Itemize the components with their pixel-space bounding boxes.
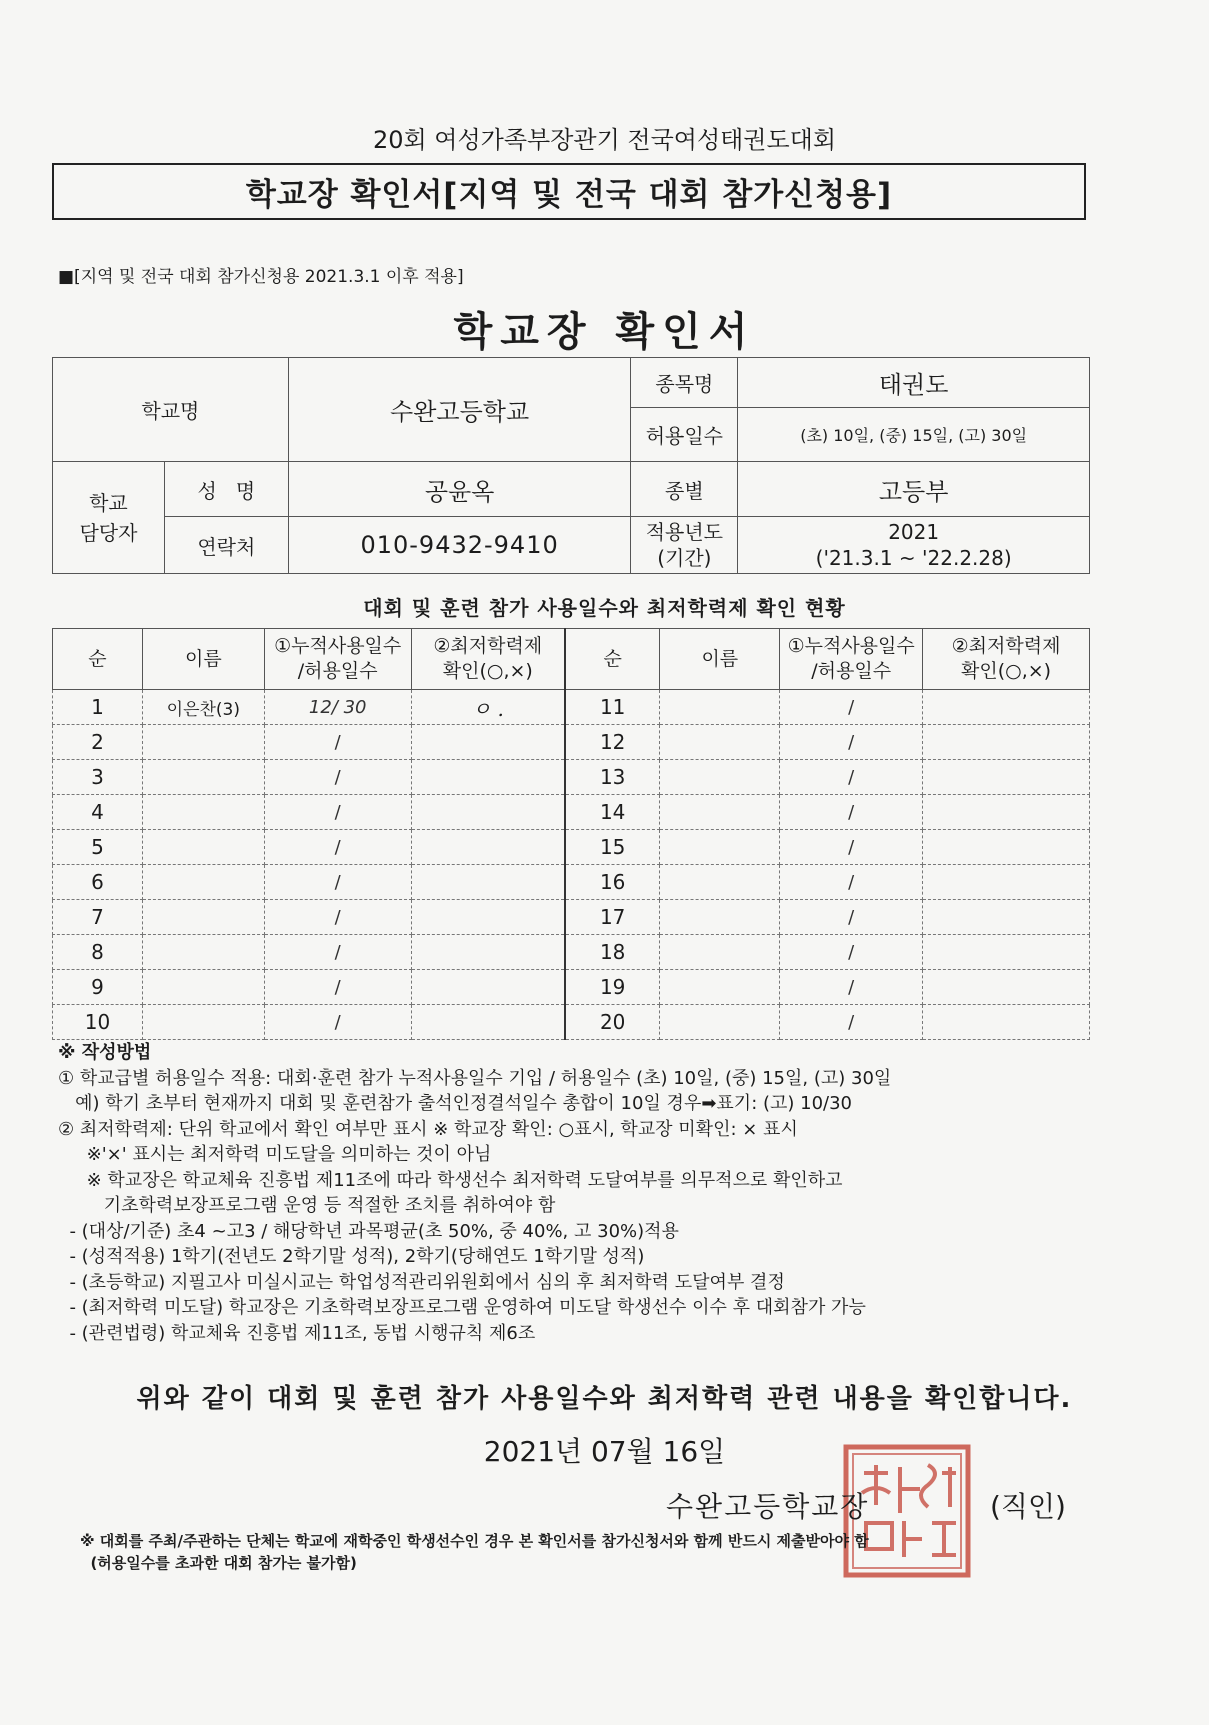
header-academic: ②최저학력제 확인(○,×) — [411, 629, 565, 690]
footer-notice — [80, 1530, 1140, 1574]
writing-method — [58, 1040, 1138, 1346]
confirmation-statement: 위와 같이 대회 및 훈련 참가 사용일수와 최저학력 관련 내용을 확인합니다. — [136, 1384, 1073, 1414]
usage-days: / — [780, 970, 923, 1005]
table-row — [53, 970, 1090, 1005]
footer-line: (허용일수를 초과한 대회 참가는 불가함) — [80, 1554, 357, 1572]
academic-check: ㅇ . — [411, 690, 565, 725]
academic-check — [411, 1005, 565, 1040]
table-row — [53, 900, 1090, 935]
student-name — [660, 900, 780, 935]
student-name — [142, 795, 264, 830]
row-number: 5 — [53, 830, 143, 865]
principal-name: 수완고등학교장 — [666, 1490, 870, 1523]
method-line: ② 최저학력제: 단위 학교에서 확인 여부만 표시 ※ 학교장 확인: ○표시, 학교장 미확인: × 표시 — [58, 1118, 798, 1140]
usage-days: / — [264, 725, 411, 760]
academic-check — [923, 690, 1090, 725]
table-row — [53, 830, 1090, 865]
header-name: 이름 — [142, 629, 264, 690]
category-value: 고등부 — [738, 462, 1090, 517]
table-row — [53, 865, 1090, 900]
table-row — [53, 690, 1090, 725]
row-number: 8 — [53, 935, 143, 970]
academic-check — [411, 830, 565, 865]
event-title: 20회 여성가족부장관기 전국여성태권도대회 — [372, 126, 837, 154]
row-number: 4 — [53, 795, 143, 830]
form-title-box: 학교장 확인서[지역 및 전국 대회 참가신청용] — [52, 163, 1086, 220]
student-name — [660, 935, 780, 970]
academic-check — [411, 725, 565, 760]
contact-value: 010-9432-9410 — [288, 517, 631, 574]
row-number: 16 — [565, 865, 660, 900]
period-label: 적용년도 (기간) — [631, 517, 738, 574]
school-name-label: 학교명 — [53, 358, 289, 462]
method-line: 예) 학기 초부터 현재까지 대회 및 훈련참가 출석인정결석일수 총합이 10일 경우➡표기: (고) 10/30 — [58, 1093, 853, 1114]
row-number: 7 — [53, 900, 143, 935]
row-number: 14 — [565, 795, 660, 830]
main-title: 학교장 확인서 — [453, 309, 756, 355]
contact-label: 연락처 — [164, 517, 288, 574]
academic-check — [923, 760, 1090, 795]
allowed-days-value: (초) 10일, (중) 15일, (고) 30일 — [738, 408, 1090, 462]
academic-check — [923, 795, 1090, 830]
student-name — [142, 760, 264, 795]
header-name: 이름 — [660, 629, 780, 690]
school-info-table — [52, 357, 1090, 574]
usage-days: / — [264, 865, 411, 900]
header-no: 순 — [53, 629, 143, 690]
usage-days: / — [264, 900, 411, 935]
usage-days: / — [264, 760, 411, 795]
academic-check — [923, 970, 1090, 1005]
period-range: ('21.3.1 ~ '22.2.28) — [815, 546, 1012, 570]
seal-label: (직인) — [990, 1490, 1066, 1523]
row-number: 1 — [53, 690, 143, 725]
student-name — [142, 725, 264, 760]
row-number: 12 — [565, 725, 660, 760]
allowed-days-label: 허용일수 — [631, 408, 738, 462]
student-name — [142, 830, 264, 865]
academic-check — [411, 970, 565, 1005]
event-value: 태권도 — [738, 358, 1090, 408]
row-number: 20 — [565, 1005, 660, 1040]
usage-days: / — [264, 795, 411, 830]
method-line: - (최저학력 미도달) 학교장은 기초학력보장프로그램 운영하여 미도달 학생선수 이수 후 대회참가 가능 — [58, 1297, 866, 1318]
usage-days: / — [780, 935, 923, 970]
student-name — [142, 900, 264, 935]
student-name — [660, 830, 780, 865]
student-name — [660, 725, 780, 760]
usage-days: / — [780, 830, 923, 865]
school-manager-label: 학교 담당자 — [53, 462, 165, 574]
method-line: - (성적적용) 1학기(전년도 2학기말 성적), 2학기(당해연도 1학기말 성적) — [58, 1246, 645, 1267]
period-value — [738, 517, 1090, 574]
usage-days: / — [780, 900, 923, 935]
method-line: - (관련법령) 학교체육 진흥법 제11조, 동법 시행규칙 제6조 — [58, 1322, 536, 1344]
school-name-value: 수완고등학교 — [288, 358, 631, 462]
student-name — [142, 865, 264, 900]
student-name — [660, 1005, 780, 1040]
academic-check — [411, 760, 565, 795]
usage-days: / — [780, 1005, 923, 1040]
row-number: 2 — [53, 725, 143, 760]
table-row — [53, 935, 1090, 970]
usage-table — [52, 628, 1090, 1040]
student-name — [660, 760, 780, 795]
usage-days: 12/ 30 — [264, 690, 411, 725]
academic-check — [411, 900, 565, 935]
usage-days: / — [780, 690, 923, 725]
academic-check — [411, 935, 565, 970]
table-row — [53, 725, 1090, 760]
header-no: 순 — [565, 629, 660, 690]
usage-days: / — [780, 795, 923, 830]
usage-days: / — [264, 935, 411, 970]
manager-name-label: 성 명 — [164, 462, 288, 517]
academic-check — [923, 830, 1090, 865]
student-name — [660, 795, 780, 830]
section-title: 대회 및 훈련 참가 사용일수와 최저학력제 확인 현황 — [363, 596, 846, 620]
student-name — [142, 970, 264, 1005]
student-name — [142, 935, 264, 970]
manager-name-value: 공윤옥 — [288, 462, 631, 517]
footer-line: ※ 대회를 주최/주관하는 단체는 학교에 재학중인 학생선수인 경우 본 확인서를 참가신청서와 함께 반드시 제출받아야 함 — [80, 1532, 869, 1550]
row-number: 13 — [565, 760, 660, 795]
row-number: 18 — [565, 935, 660, 970]
header-days: ①누적사용일수 /허용일수 — [780, 629, 923, 690]
academic-check — [923, 865, 1090, 900]
row-number: 10 — [53, 1005, 143, 1040]
method-line: 기초학력보장프로그램 운영 등 적절한 조치를 취하여야 함 — [58, 1195, 556, 1216]
student-name — [142, 1005, 264, 1040]
student-name — [660, 970, 780, 1005]
header-days: ①누적사용일수 /허용일수 — [264, 629, 411, 690]
row-number: 6 — [53, 865, 143, 900]
category-label: 종별 — [631, 462, 738, 517]
row-number: 3 — [53, 760, 143, 795]
period-year: 2021 — [888, 520, 940, 544]
row-number: 19 — [565, 970, 660, 1005]
academic-check — [923, 725, 1090, 760]
table-row — [53, 1005, 1090, 1040]
row-number: 17 — [565, 900, 660, 935]
event-label: 종목명 — [631, 358, 738, 408]
usage-days: / — [780, 725, 923, 760]
academic-check — [411, 865, 565, 900]
usage-days: / — [780, 865, 923, 900]
academic-check — [923, 900, 1090, 935]
usage-days: / — [264, 1005, 411, 1040]
method-line: ※ 학교장은 학교체육 진흥법 제11조에 따라 학생선수 최저학력 도달여부를 의무적으로 확인하고 — [58, 1169, 843, 1191]
student-name: 이은찬(3) — [142, 690, 264, 725]
table-row — [53, 795, 1090, 830]
application-notice: ■[지역 및 전국 대회 참가신청용 2021.3.1 이후 적용] — [58, 267, 464, 287]
student-name — [660, 865, 780, 900]
method-line: - (초등학교) 지필고사 미실시교는 학업성적관리위원회에서 심의 후 최저학력 도달여부 결정 — [58, 1271, 785, 1293]
method-line: ※ 작성방법 — [58, 1042, 152, 1063]
usage-days: / — [264, 970, 411, 1005]
method-line: ① 학교급별 허용일수 적용: 대회·훈련 참가 누적사용일수 기입 / 허용일수 (초) 10일, (중) 15일, (고) 30일 — [58, 1067, 892, 1089]
issue-date: 2021년 07월 16일 — [483, 1435, 726, 1468]
method-line: - (대상/기준) 초4 ~고3 / 해당학년 과목평균(초 50%, 중 40%, 고 30%)적용 — [58, 1220, 679, 1242]
header-academic: ②최저학력제 확인(○,×) — [923, 629, 1090, 690]
usage-days: / — [264, 830, 411, 865]
row-number: 9 — [53, 970, 143, 1005]
usage-days: / — [780, 760, 923, 795]
student-name — [660, 690, 780, 725]
academic-check — [923, 935, 1090, 970]
table-row — [53, 760, 1090, 795]
method-line: ※'×' 표시는 최저학력 미도달을 의미하는 것이 아님 — [58, 1144, 492, 1165]
row-number: 11 — [565, 690, 660, 725]
academic-check — [923, 1005, 1090, 1040]
academic-check — [411, 795, 565, 830]
row-number: 15 — [565, 830, 660, 865]
